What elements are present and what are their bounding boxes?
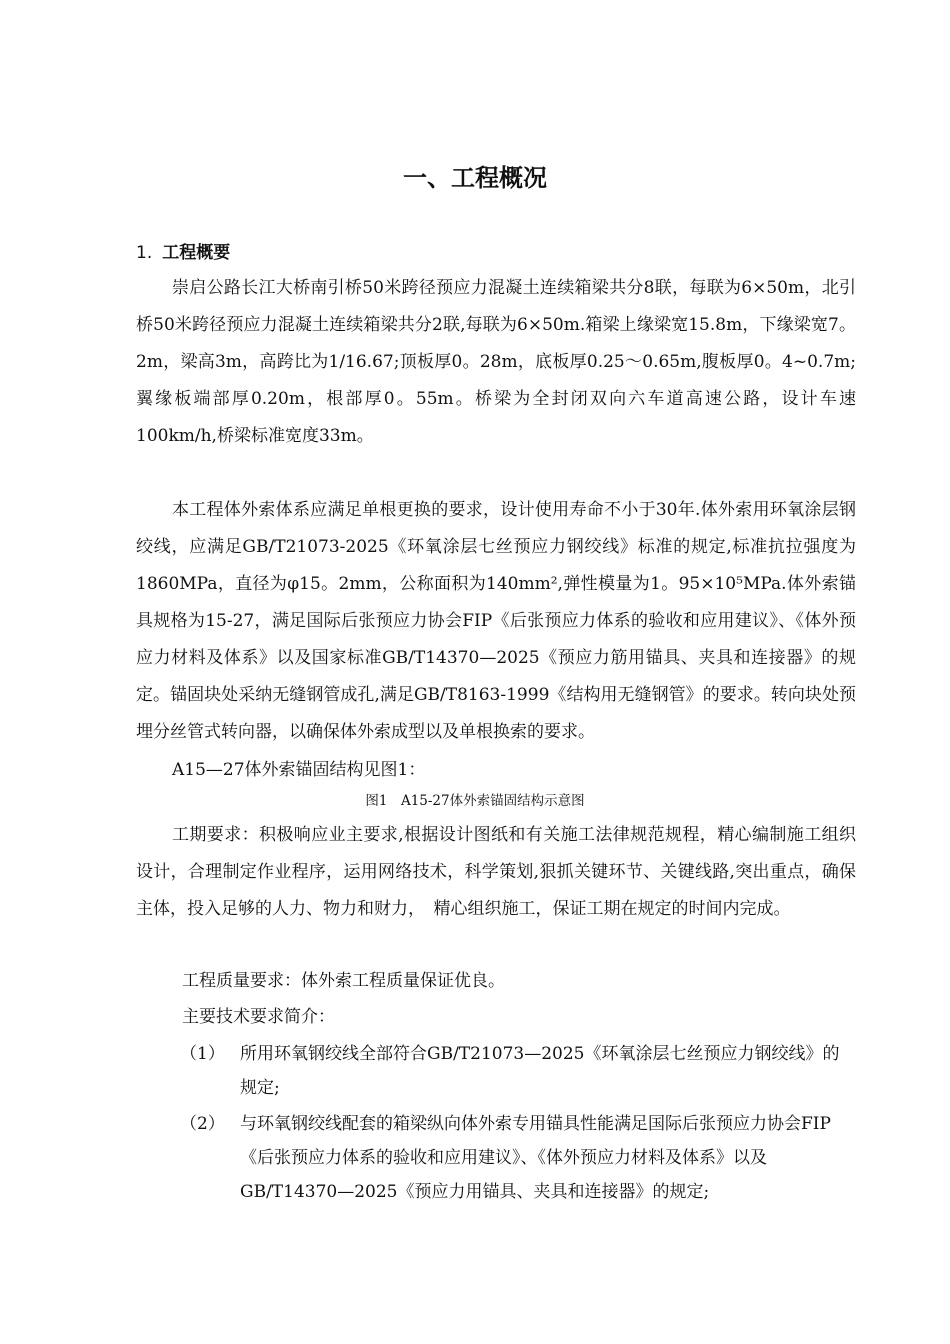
list-item-text: 所用环氧钢绞线全部符合GB/T21073—2025《环氧涂层七丝预应力钢绞线》的规定; bbox=[240, 1044, 840, 1098]
section-title: 工程概要 bbox=[162, 243, 231, 263]
quality-requirement: 工程质量要求：体外索工程质量保证优良。 bbox=[182, 971, 505, 991]
list-item bbox=[180, 1107, 840, 1209]
tech-requirements-intro: 主要技术要求简介： bbox=[182, 1007, 335, 1027]
project-overview-paragraph: 崇启公路长江大桥南引桥50米跨径预应力混凝土连续箱梁共分8联，每联为6×50m，北引桥50米跨径预应力混凝土连续箱梁共分2联,每联为6×50m.箱梁上缘梁宽15.8m，下缘梁宽7。2m，梁高3m，高跨比为1/16.67;顶板厚0。28m，底板厚0.25～0.65m,腹板厚0。4~0.7m;翼缘板端部厚0.20m，根部厚0。55m。桥梁为全封闭双向六车道高速公路，设计车速100km/h,桥梁标准宽度33m。 bbox=[136, 278, 856, 446]
page-title: 一、工程概况 bbox=[403, 164, 547, 192]
list-item bbox=[180, 1037, 840, 1105]
figure-reference: A15—27体外索锚固结构见图1： bbox=[172, 760, 426, 780]
list-item-text: 与环氧钢绞线配套的箱梁纵向体外索专用锚具性能满足国际后张预应力协会FIP《后张预应力体系的验收和应用建议》、《体外预应力材料及体系》以及GB/T14370—2025《预应力用锚具、夹具和连接器》的规定; bbox=[240, 1114, 831, 1202]
section-number: 1. bbox=[136, 243, 153, 263]
figure-caption: 图1 A15-27体外索锚固结构示意图 bbox=[365, 793, 585, 809]
schedule-paragraph: 工期要求：积极响应业主要求,根据设计图纸和有关施工法律规范规程，精心编制施工组织设计，合理制定作业程序，运用网络技术，科学策划,狠抓关键环节、关键线路,突出重点，确保主体，投入足够的人力、物力和财力， 精心组织施工，保证工期在规定的时间内完成。 bbox=[136, 825, 856, 919]
list-marker: （1） bbox=[180, 1044, 225, 1064]
section-heading bbox=[136, 240, 230, 266]
cable-system-paragraph: 本工程体外索体系应满足单根更换的要求，设计使用寿命不小于30年.体外索用环氧涂层钢绞线，应满足GB/T21073-2025《环氧涂层七丝预应力钢绞线》标准的规定,标准抗拉强度为1860MPa，直径为φ15。2mm，公称面积为140mm²,弹性模量为1。95×10⁵MPa.体外索锚具规格为15-27，满足国际后张预应力协会FIP《后张预应力体系的验收和应用建议》、《体外预应力材料及体系》以及国家标准GB/T14370—2025《预应力筋用锚具、夹具和连接器》的规定。锚固块处采纳无缝钢管成孔,满足GB/T8163-1999《结构用无缝钢管》的要求。转向块处预埋分丝管式转向器，以确保体外索成型以及单根换索的要求。 bbox=[136, 500, 856, 742]
list-marker: （2） bbox=[180, 1114, 225, 1134]
